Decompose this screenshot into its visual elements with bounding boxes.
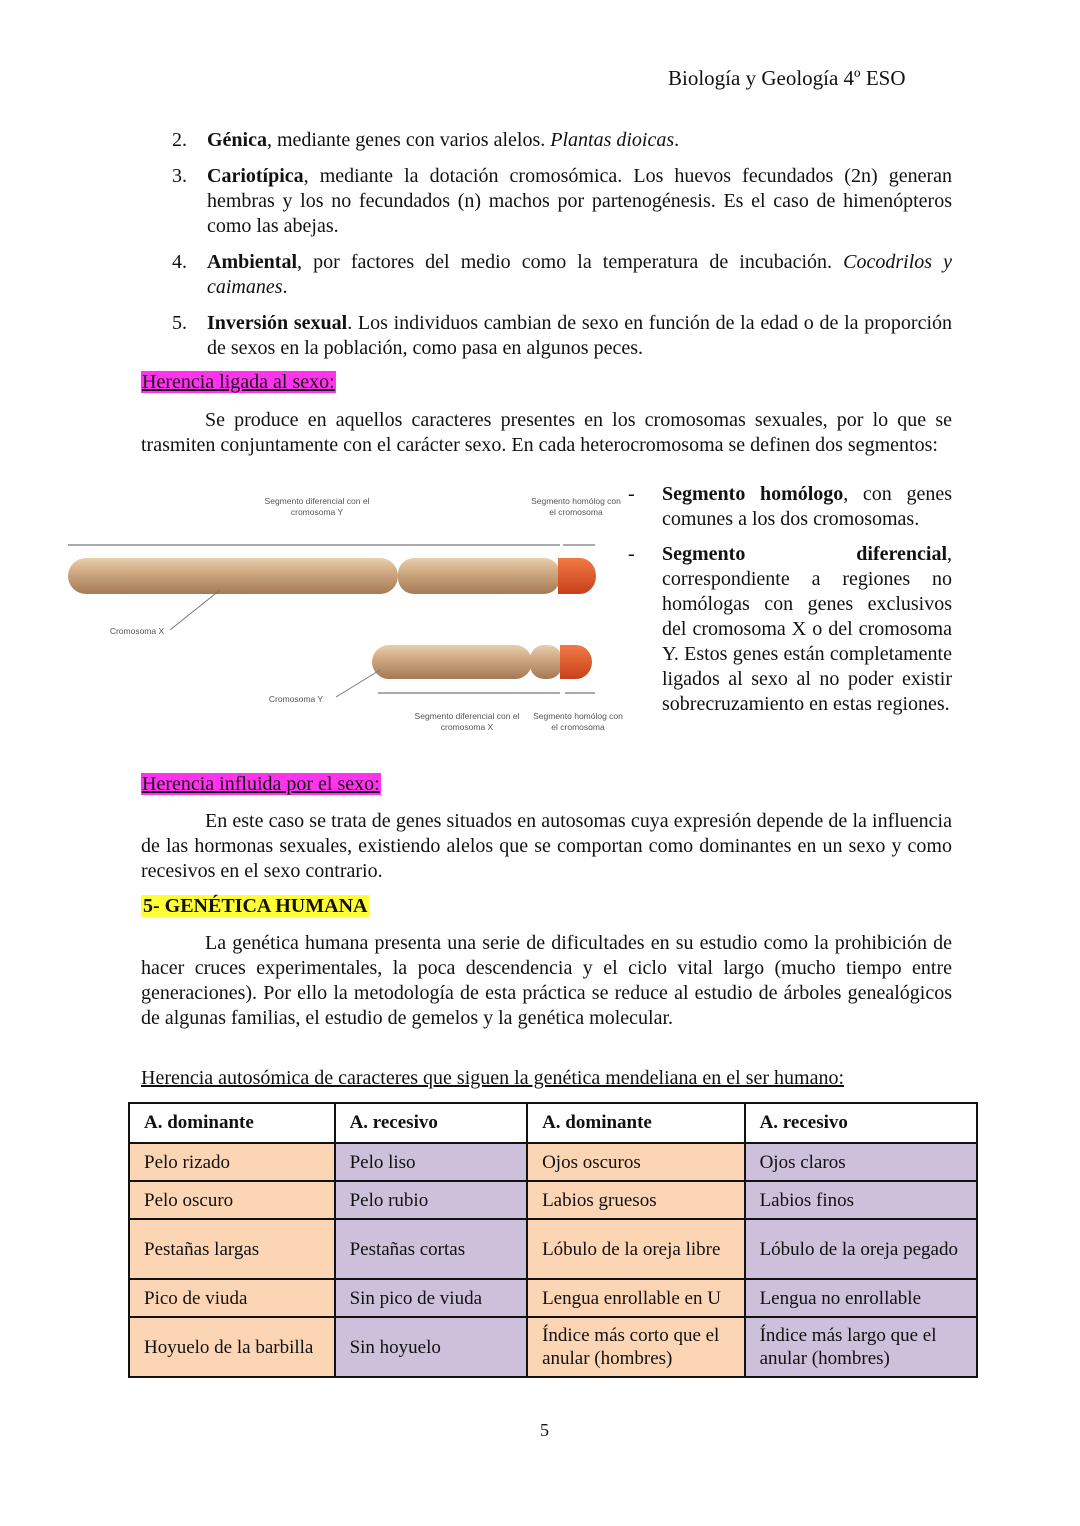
table-cell: Pestañas cortas <box>335 1219 528 1279</box>
table-cell: Sin pico de viuda <box>335 1279 528 1317</box>
paragraph-ligada: Se produce en aquellos caracteres presentes en los cromosomas sexuales, por lo que se trasmiten conjuntamente con el carácter sexo. En cada heterocromosoma se definen dos segmentos: <box>141 409 952 456</box>
table-cell: Pelo rizado <box>129 1143 335 1181</box>
chromosome-x-arm <box>68 558 398 594</box>
list-item: - Segmento homólogo, con genes comunes a los dos cromosomas. <box>628 483 952 530</box>
caption-cromosoma-x: Cromosoma X <box>109 626 165 636</box>
paragraph-influida: En este caso se trata de genes situados en autosomas cuya expresión depende de la influencia de las hormonas sexuales, existiendo alelos que se comportan como dominantes en un sexo y como recesivos en el sexo contrario. <box>141 810 952 882</box>
chromosome-y-arm <box>530 645 562 679</box>
caption-homologo-top: Segmento homólog con el cromosoma <box>531 496 621 517</box>
table-cell: Ojos oscuros <box>527 1143 745 1181</box>
table-cell: Lóbulo de la oreja pegado <box>745 1219 977 1279</box>
column-header: A. dominante <box>129 1103 335 1143</box>
table-cell: Pelo rubio <box>335 1181 528 1219</box>
table-row <box>129 1317 977 1377</box>
chromosome-figure <box>60 490 630 745</box>
caption-diferencial-y: Segmento diferencial con el cromosoma Y <box>264 496 370 517</box>
table-cell: Pelo oscuro <box>129 1181 335 1219</box>
table-header-row <box>129 1103 977 1143</box>
table-row <box>129 1181 977 1219</box>
column-header: A. dominante <box>527 1103 745 1143</box>
section-heading-ligada: Herencia ligada al sexo: <box>142 371 335 393</box>
table-row <box>129 1219 977 1279</box>
table-cell: Labios finos <box>745 1181 977 1219</box>
chromosome-x-arm <box>398 558 560 594</box>
list-item: 4. Ambiental, por factores del medio como la temperatura de incubación. Cocodrilos y caimanes. <box>172 251 952 298</box>
column-header: A. recesivo <box>745 1103 977 1143</box>
table-cell: Índice más largo que el anular (hombres) <box>745 1317 977 1377</box>
bullet-list <box>628 482 952 717</box>
pointer-line <box>170 590 220 630</box>
list-item: - Segmento diferencial, correspondiente a regiones no homólogas con genes exclusivos del cromosoma X o del cromosoma Y. Estos genes están completamente ligados al sexo al no poder existir sobrecruzamiento en estas regiones. <box>628 543 952 715</box>
table-cell: Sin hoyuelo <box>335 1317 528 1377</box>
table-row <box>129 1143 977 1181</box>
table-cell: Lengua no enrollable <box>745 1279 977 1317</box>
table-cell: Índice más corto que el anular (hombres) <box>527 1317 745 1377</box>
table-cell: Pestañas largas <box>129 1219 335 1279</box>
homologous-segment-y <box>560 645 592 679</box>
table-intro: Herencia autosómica de caracteres que siguen la genética mendeliana en el ser humano: <box>141 1067 844 1089</box>
list-item: 3. Cariotípica, mediante la dotación cromosómica. Los huevos fecundados (2n) generan hembras y los no fecundados (n) machos por partenogénesis. Es el caso de himenópteros como las abejas. <box>172 165 952 237</box>
pointer-line <box>336 670 380 697</box>
list-item: 2. Génica, mediante genes con varios alelos. Plantas dioicas. <box>172 129 680 151</box>
table-row <box>129 1279 977 1317</box>
list-item: 5. Inversión sexual. Los individuos cambian de sexo en función de la edad o de la proporción de sexos en la población, como pasa en algunos peces. <box>172 312 952 359</box>
table-cell: Lóbulo de la oreja libre <box>527 1219 745 1279</box>
table-cell: Ojos claros <box>745 1143 977 1181</box>
table-cell: Pico de viuda <box>129 1279 335 1317</box>
section-heading-influida: Herencia influida por el sexo: <box>142 773 380 795</box>
table-cell: Labios gruesos <box>527 1181 745 1219</box>
table-cell: Lengua enrollable en U <box>527 1279 745 1317</box>
caption-cromosoma-y: Cromosoma Y <box>268 694 324 704</box>
paragraph-humana: La genética humana presenta una serie de dificultades en su estudio como la prohibición de hacer cruces experimentales, la poca descendencia y el ciclo vital largo (mucho tiempo entre generaciones). Por ello la metodología de esta práctica se reduce al estudio de árboles genealógicos de algunas familias, el estudio de gemelos y la genética molecular. <box>141 932 952 1029</box>
page-number: 5 <box>540 1420 549 1440</box>
table-cell: Pelo liso <box>335 1143 528 1181</box>
section-heading-humana: 5- GENÉTICA HUMANA <box>143 895 368 917</box>
caption-diferencial-x: Segmento diferencial con el cromosoma X <box>414 711 520 732</box>
homologous-segment-x <box>558 558 596 594</box>
chromosome-y-arm <box>372 645 532 679</box>
caption-homologo-bottom: Segmento homólog con el cromosoma <box>533 711 623 732</box>
traits-table <box>128 1102 978 1378</box>
table-cell: Hoyuelo de la barbilla <box>129 1317 335 1377</box>
page-header: Biología y Geología 4º ESO <box>668 66 906 90</box>
column-header: A. recesivo <box>335 1103 528 1143</box>
